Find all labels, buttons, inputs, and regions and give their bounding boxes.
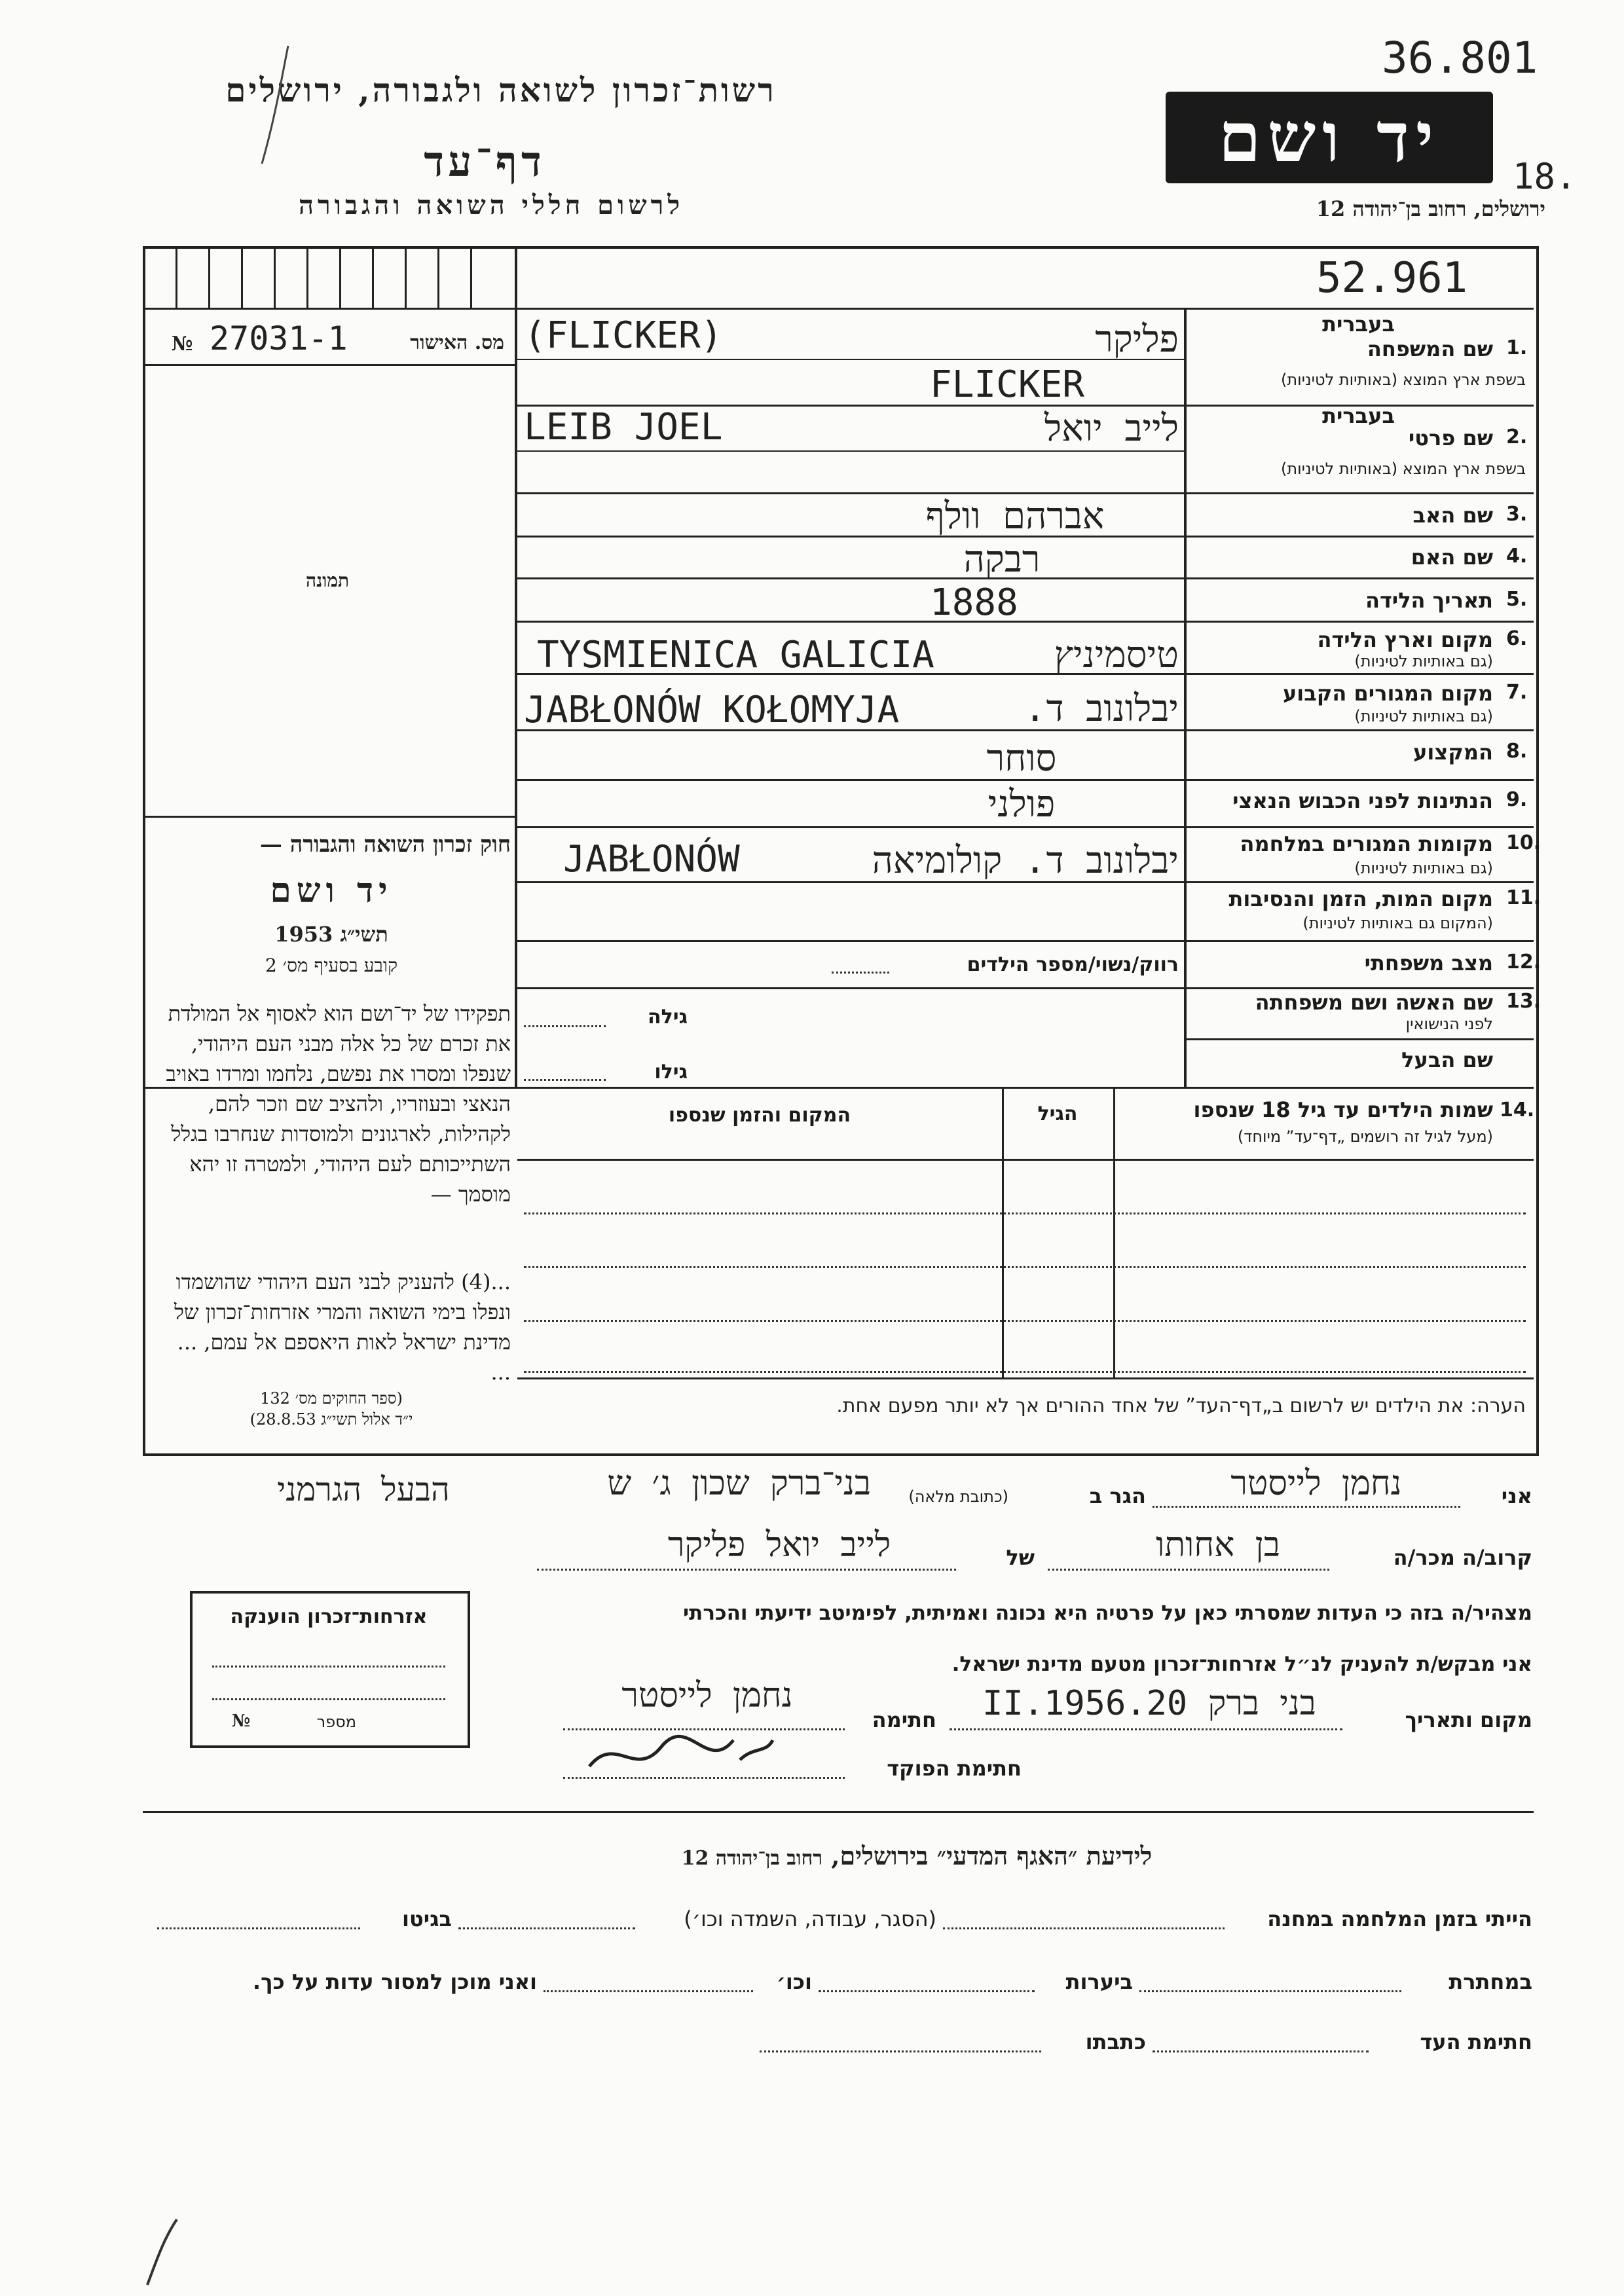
sheet-number: 52.961 <box>1316 254 1468 302</box>
page-title: דף־עד <box>424 137 545 187</box>
children-col-age: הגיל <box>1037 1102 1078 1125</box>
field-11-label: מקום המות, הזמן והנסיבות <box>1228 886 1493 911</box>
field-2-label: שם פרטי <box>1408 426 1493 450</box>
field-2-number: 2. <box>1506 426 1528 448</box>
decl-resides-label: הגר ב <box>1089 1484 1146 1508</box>
footer-line1-c: בגיטו <box>402 1906 452 1931</box>
field-5-label: תאריך הלידה <box>1365 588 1493 613</box>
field-11-sub: (המקום גם באותיות לטיניות) <box>1302 914 1493 932</box>
field-5-number: 5. <box>1506 588 1528 611</box>
footer-line2-a: במחתרת <box>1449 1969 1532 1994</box>
field-8-number: 8. <box>1506 740 1528 763</box>
footer-heading <box>458 1841 1375 1871</box>
field-2-hebrew: לייב יואל <box>1044 407 1179 450</box>
field-2-latin: LEIB JOEL <box>524 406 723 448</box>
footer-heading-text: לידיעת ״האגף המדעי״ בירושלים, <box>831 1841 1153 1870</box>
footer-line2-d: ואני מוכן למסור עדות על כך. <box>252 1969 537 1994</box>
field-8-label: המקצוע <box>1413 740 1493 765</box>
address: ירושלים, רחוב בן־יהודה 12 <box>1316 196 1545 221</box>
decl-name-value: נחמן לייסטר <box>1230 1464 1402 1503</box>
law-text: תפקידו של יד־ושם הוא לאסוף אל המולדת את זכרם של כל אלה מבני העם היהודי, שנפלו ומסרו את נפשם, נלחמו ומרדו באויב הנאצי ובעוזריו, ולהציב שם וזכר להם, לקהילות, לארגונים ולמוסדות שנחרבו בגלל השתייכותם לעם היהודי, ולמטרה זו יהא מוסמך — <box>166 1001 511 1207</box>
field-3-number: 3. <box>1506 503 1528 526</box>
note: הערה: את הילדים יש לרשום ב„דף־העד” של אחד ההורים אך לא יותר מפעם אחת. <box>836 1394 1526 1417</box>
field-4-label: שם האם <box>1411 545 1493 570</box>
children-sub: (מעל לגיל זה רושמים „דף־עד” מיוחד) <box>1237 1127 1493 1146</box>
field-1-latin: (FLICKER) <box>524 314 723 357</box>
field-7-hebrew: יבלונוב ד. <box>1024 687 1179 730</box>
field-9-label: הנתינות לפני הכבוש הנאצי <box>1232 788 1493 813</box>
corner-number: 36.801 <box>1382 33 1538 83</box>
field-10-latin: JABŁONÓW <box>563 838 740 881</box>
decl-addr-value: בני־ברק שכון ג׳ ש <box>607 1464 871 1503</box>
law-date: י״ד אלול תשי״ג 28.8.53) <box>249 1410 413 1429</box>
logo <box>1166 92 1493 183</box>
law-clause: קובע בסעיף מס׳ 2 <box>265 955 398 976</box>
field-1-hebrew: פליקר <box>1095 318 1179 361</box>
decl-place-date-label: מקום ותאריך <box>1405 1707 1532 1732</box>
field-7-sub: (גם באותיות לטיניות) <box>1354 707 1493 725</box>
field-8-value: סוחר <box>986 737 1057 780</box>
field-13-number: 13. <box>1506 990 1541 1013</box>
law-year: תשי״ג 1953 <box>274 922 388 947</box>
officer-signature <box>576 1721 786 1793</box>
law-ref: (ספר החוקים מס׳ 132 <box>260 1389 403 1408</box>
field-6-sub: (גם באותיות לטיניות) <box>1354 652 1493 670</box>
photo-label: תמונה <box>305 570 350 591</box>
law-text-2: ...(4) להעניק לבני העם היהודי שהושמדו ונפלו בימי השואה והמרי אזרחות־זכרון של מדינת ישראל לאות היאספם אל עמם, ... ... <box>174 1269 511 1385</box>
field-3-value: אברהם וולף <box>925 495 1105 538</box>
field-10-label: מקומות המגורים במלחמה <box>1240 831 1493 856</box>
field-2-sub: בשפת ארץ המוצא (באותיות לטיניות) <box>1281 460 1526 478</box>
citizenship-box-title: אזרחות־זכרון הוענקה <box>230 1605 428 1628</box>
field-12-status-label: רווק/נשוי/מספר הילדים <box>967 953 1179 976</box>
footer-line2-c: וכו׳ <box>776 1969 812 1994</box>
footer-line2-b: ביערות <box>1065 1969 1133 1994</box>
field-12-number: 12. <box>1506 951 1541 974</box>
field-1-number: 1. <box>1506 337 1528 359</box>
field-6-number: 6. <box>1506 627 1528 650</box>
logo-text: יד ושם <box>1218 97 1441 177</box>
field-7-latin: JABŁONÓW KOŁOMYJA <box>524 689 900 731</box>
children-col-place: המקום והזמן שנספו <box>668 1104 851 1127</box>
footer-line3-b: כתבתו <box>1085 2030 1146 2054</box>
field-7-number: 7. <box>1506 681 1528 704</box>
field-13-sub: לפני הנישואין <box>1405 1015 1493 1033</box>
field-10-number: 10. <box>1506 831 1541 854</box>
decl-relative-label: קרוב/ה מכר/ה <box>1393 1545 1532 1570</box>
footer-line3-a: חתימת העד <box>1420 2030 1532 2054</box>
law-name: יד ושם <box>270 871 393 911</box>
field-6-latin: TYSMIENICA GALICIA <box>537 634 934 676</box>
decl-addr-cont: הבעל הגרמני <box>277 1470 450 1508</box>
field-1-latin-2: FLICKER <box>930 363 1085 406</box>
field-9-value: פולני <box>987 783 1056 826</box>
field-9-number: 9. <box>1506 788 1528 811</box>
children-title: שמות הילדים עד גיל 18 שנספו <box>1193 1097 1493 1122</box>
citizenship-number-label: מספר <box>316 1713 356 1731</box>
husband-age-label: גילו <box>654 1061 688 1084</box>
field-4-value: רבקה <box>963 538 1041 581</box>
field-4-number: 4. <box>1506 545 1528 568</box>
decl-statement: מצהיר/ה בזה כי העדות שמסרתי כאן על פרטיה היא נכונה ואמיתית, לפימיטב ידיעתי והכרתי <box>683 1601 1532 1625</box>
decl-signature-value: נחמן לייסטר <box>621 1676 793 1715</box>
margin-mark <box>138 2213 190 2291</box>
field-2-sublabel: בעברית <box>1322 403 1395 428</box>
field-1-label: שם המשפחה <box>1367 337 1493 361</box>
field-6-hebrew: טיסמיניץ <box>1054 634 1179 676</box>
decl-relation-value: בן אחותו <box>1156 1525 1280 1565</box>
husband-label: שם הבעל <box>1401 1048 1493 1072</box>
law-title: חוק זכרון השואה והגבורה — <box>259 831 511 858</box>
field-12-label: מצב משפחתי <box>1364 951 1493 975</box>
citizenship-box <box>190 1591 470 1748</box>
authority-title: רשות־זכרון לשואה ולגבורה, ירושלים <box>225 71 777 109</box>
decl-request: אני מבקש/ת להעניק לנ״ל אזרחות־זכרון מטעם מדינת ישראל. <box>951 1652 1532 1676</box>
footer-line1-a: הייתי בזמן המלחמה במחנה <box>1267 1906 1532 1931</box>
field-1-sub: בשפת ארץ המוצא (באותיות לטיניות) <box>1281 371 1526 389</box>
footer-line1-b: (הסגר, עבודה, השמדה וכו׳) <box>684 1906 936 1931</box>
field-10-hebrew: יבלונוב ד. קולומיאה <box>872 839 1179 882</box>
field-10-sub: (גם באותיות לטיניות) <box>1354 859 1493 877</box>
decl-full-addr: (כתובת מלאה) <box>908 1487 1008 1506</box>
field-1-sublabel: בעברית <box>1322 312 1395 337</box>
decl-of-value: לייב יואל פליקר <box>667 1525 891 1565</box>
margin-mark-top <box>249 39 301 170</box>
field-6-label: מקום וארץ הלידה <box>1317 627 1493 652</box>
field-13-label: שם האשה ושם משפחתה <box>1255 990 1493 1015</box>
cert-value: 27031-1 <box>210 319 348 357</box>
decl-signature-label: חתימה <box>872 1707 936 1732</box>
footer-address: רחוב בן־יהודה 12 <box>681 1847 822 1870</box>
citizenship-number-symbol: № <box>232 1711 251 1731</box>
decl-officer-label: חתימת הפוקד <box>887 1756 1022 1781</box>
field-13-age-label: גילה <box>648 1006 688 1029</box>
corner-page: 18. <box>1513 156 1577 197</box>
field-5-value: 1888 <box>930 581 1018 624</box>
decl-of-label: של <box>1006 1545 1035 1570</box>
children-number: 14. <box>1500 1099 1535 1121</box>
cert-no-symbol: № <box>172 333 193 355</box>
cert-label: מס. האישור <box>410 331 504 354</box>
field-11-number: 11. <box>1506 886 1541 909</box>
field-3-label: שם האב <box>1412 503 1493 528</box>
field-7-label: מקום המגורים הקבוע <box>1282 681 1493 706</box>
decl-place-date-value: בני ברק 20.II.1956 <box>982 1684 1316 1723</box>
page-subtitle: לרשום חללי השואה והגבורה <box>298 190 684 221</box>
decl-i-label: אני <box>1501 1484 1532 1508</box>
